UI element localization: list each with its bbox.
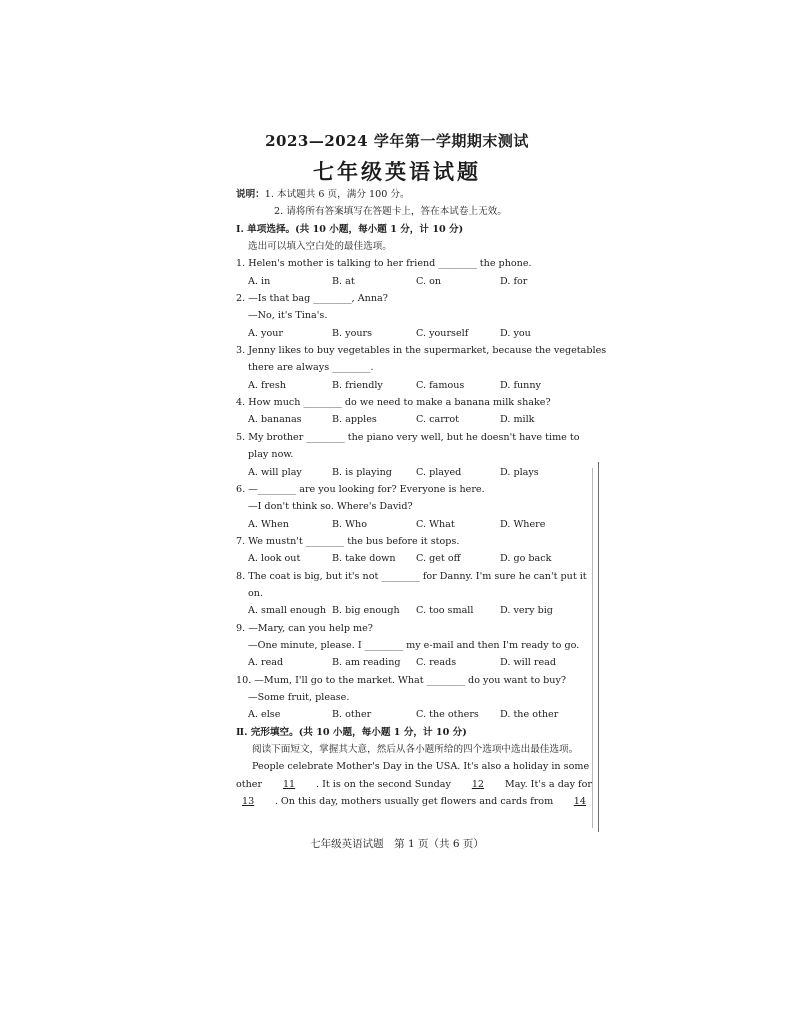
option-a: A. else	[248, 709, 281, 721]
passage-line-1: People celebrate Mother's Day in the USA. It's also a holiday in some	[252, 761, 590, 773]
passage-text: May. It's a day for	[504, 778, 592, 790]
question-3	[236, 342, 607, 394]
option-a: A. When	[248, 518, 289, 530]
passage-line-2	[236, 776, 592, 793]
notes-label: 说明：	[236, 189, 265, 200]
question-10	[236, 672, 592, 724]
section2-instruction: 阅读下面短文，掌握其大意，然后从各小题所给的四个选项中选出最佳选项。	[252, 744, 579, 755]
question-text: there are always ________.	[248, 362, 374, 374]
question-text: on.	[248, 587, 264, 599]
question-text: —I don't think so. Where's David?	[248, 501, 413, 513]
options	[236, 411, 592, 428]
option-a: A. your	[248, 327, 283, 339]
cloze-passage	[236, 758, 592, 810]
cloze-blank-14: 14	[573, 796, 586, 808]
section1-instruction: 选出可以填入空白处的最佳选项。	[248, 241, 392, 253]
option-b: B. take down	[332, 553, 396, 565]
option-c: C. yourself	[416, 327, 469, 339]
question-9	[236, 620, 592, 672]
option-d: D. will read	[500, 657, 557, 669]
options	[236, 706, 592, 723]
options	[236, 325, 592, 342]
question-text: 2. —Is that bag ________, Anna?	[236, 293, 388, 305]
option-d: D. go back	[500, 553, 552, 565]
option-a: A. small enough	[248, 605, 327, 617]
options	[236, 377, 592, 394]
option-c: C. reads	[416, 657, 457, 669]
question-4	[236, 394, 592, 429]
question-2	[236, 290, 592, 342]
margin-rule-faint	[592, 468, 593, 828]
notes	[236, 186, 592, 203]
option-c: C. played	[416, 466, 462, 478]
question-7	[236, 533, 592, 568]
question-text: —Some fruit, please.	[248, 691, 350, 703]
option-a: A. in	[248, 275, 271, 287]
option-d: D. funny	[500, 379, 541, 391]
question-6	[236, 481, 592, 533]
option-a: A. fresh	[248, 379, 286, 391]
option-b: B. at	[332, 275, 355, 287]
section2-heading: Ⅱ. 完形填空。(共 10 小题，每小题 1 分，计 10 分)	[236, 726, 467, 738]
passage-text: other	[236, 778, 263, 790]
note-1: 1. 本试题共 6 页，满分 100 分。	[264, 189, 410, 200]
question-1	[236, 255, 592, 290]
option-a: A. will play	[248, 466, 302, 478]
options	[236, 602, 592, 619]
question-text: 6. —________ are you looking for? Everyone is here.	[236, 483, 485, 495]
section1-heading: Ⅰ. 单项选择。(共 10 小题，每小题 1 分，计 10 分)	[236, 223, 464, 235]
question-text: —One minute, please. I ________ my e-mail and then I'm ready to go.	[248, 639, 580, 651]
option-d: D. the other	[500, 709, 559, 721]
option-c: C. famous	[416, 379, 465, 391]
exam-title: 2023—2024 学年第一学期期末测试	[265, 132, 529, 150]
option-d: D. you	[500, 327, 531, 339]
options	[236, 464, 592, 481]
option-c: C. get off	[416, 553, 461, 565]
option-c: C. on	[416, 275, 442, 287]
margin-rule	[598, 462, 599, 832]
cloze-blank-12: 12	[471, 778, 485, 790]
option-b: B. apples	[332, 414, 377, 426]
option-a: A. read	[248, 657, 284, 669]
passage-line-3	[236, 793, 592, 810]
option-d: D. milk	[500, 414, 535, 426]
exam-content	[236, 186, 607, 810]
question-text: 4. How much ________ do we need to make a banana milk shake?	[236, 397, 551, 409]
option-b: B. is playing	[332, 466, 392, 478]
option-b: B. big enough	[332, 605, 400, 617]
cloze-blank-11: 11	[282, 778, 296, 790]
options	[236, 273, 592, 290]
note-2: 2. 请将所有答案填写在答题卡上，答在本试卷上无效。	[274, 206, 507, 218]
page-footer: 七年级英语试题 第 1 页（共 6 页）	[310, 838, 484, 850]
option-c: C. the others	[416, 709, 479, 721]
question-text: 8. The coat is big, but it's not ________ for Danny. I'm sure he can't put it	[236, 570, 587, 582]
passage-text: . On this day, mothers usually get flowers and cards from	[274, 796, 554, 808]
question-text: 3. Jenny likes to buy vegetables in the supermarket, because the vegetables	[236, 345, 607, 357]
option-c: C. too small	[416, 605, 474, 617]
option-d: D. very big	[500, 605, 553, 617]
option-c: C. What	[416, 518, 455, 530]
exam-subtitle: 七年级英语试题	[313, 159, 481, 184]
question-text: play now.	[248, 449, 294, 461]
option-b: B. other	[332, 709, 372, 721]
question-text: 7. We mustn't ________ the bus before it stops.	[236, 535, 460, 547]
question-text: 5. My brother ________ the piano very well, but he doesn't have time to	[236, 431, 580, 443]
option-c: C. carrot	[416, 414, 459, 426]
options	[236, 654, 592, 671]
option-b: B. yours	[332, 327, 373, 339]
options	[236, 516, 592, 533]
passage-text: . It is on the second Sunday	[316, 778, 451, 790]
question-text: 10. —Mum, I'll go to the market. What ________ do you want to buy?	[236, 674, 567, 686]
question-5	[236, 429, 592, 481]
question-text: 1. Helen's mother is talking to her friend ________ the phone.	[236, 258, 532, 270]
option-b: B. am reading	[332, 657, 401, 669]
options	[236, 550, 592, 567]
option-b: B. friendly	[332, 379, 383, 391]
cloze-blank-13: 13	[242, 796, 255, 808]
question-text: —No, it's Tina's.	[248, 310, 328, 322]
option-d: D. Where	[500, 518, 546, 530]
option-d: D. for	[500, 275, 528, 287]
option-a: A. bananas	[248, 414, 302, 426]
option-d: D. plays	[500, 466, 539, 478]
question-8	[236, 568, 592, 620]
question-text: 9. —Mary, can you help me?	[236, 622, 373, 634]
option-a: A. look out	[248, 553, 301, 565]
option-b: B. Who	[332, 518, 367, 530]
